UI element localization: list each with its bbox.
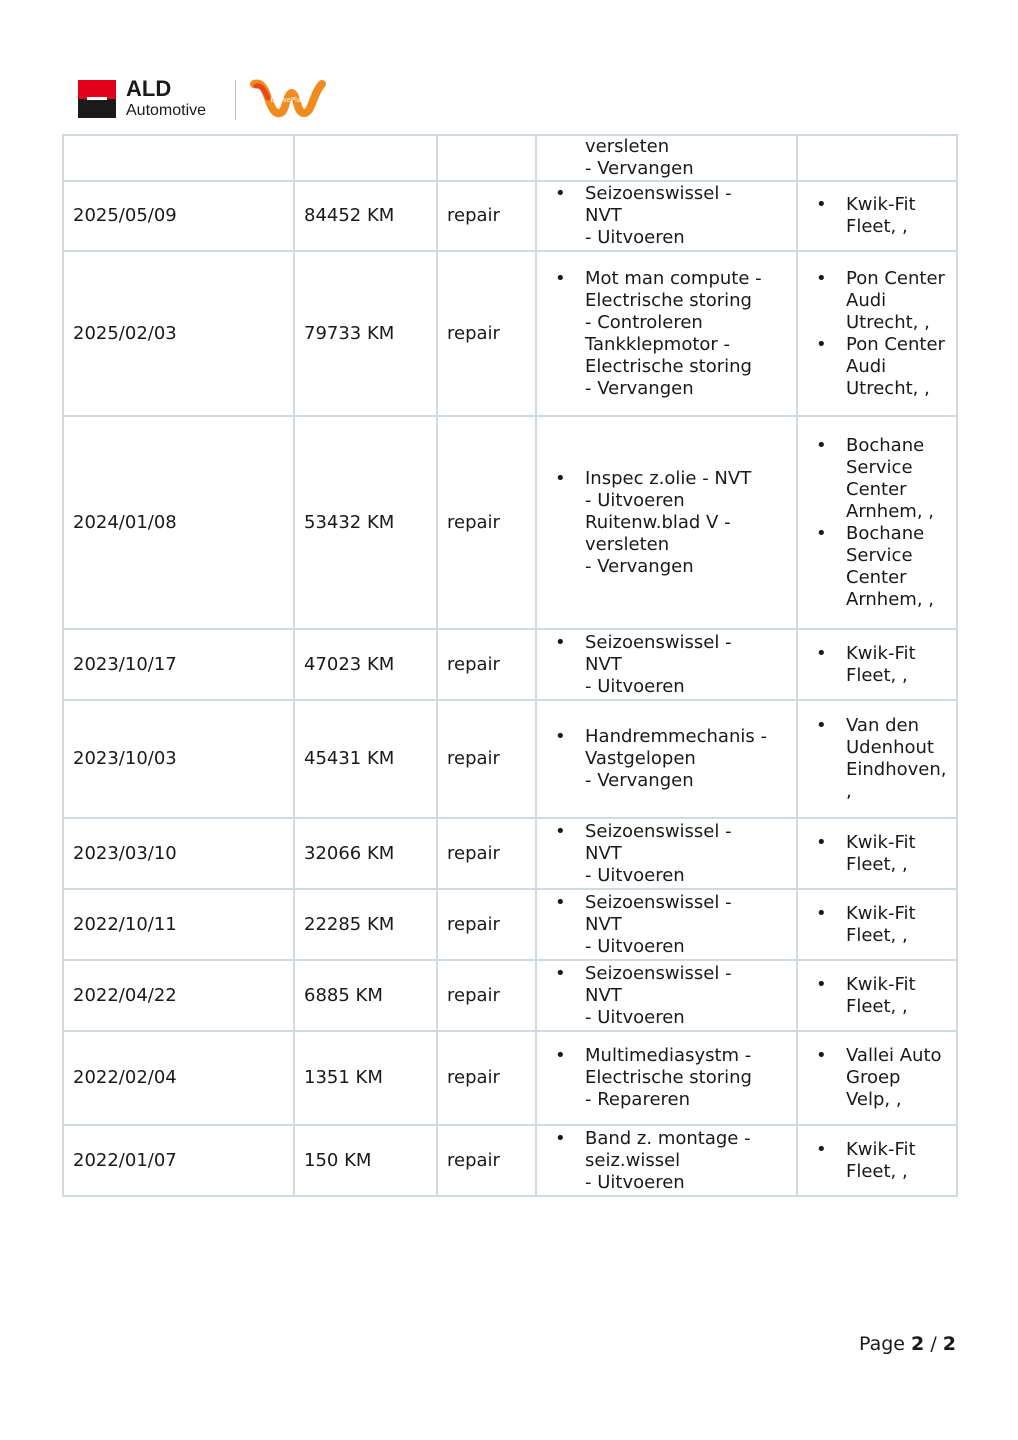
shop-item <box>807 643 947 687</box>
shop-list <box>807 1045 947 1111</box>
task-list <box>546 468 787 578</box>
task-list <box>546 1045 787 1111</box>
shop-cell <box>797 818 957 889</box>
task-item <box>546 892 787 958</box>
shop-list <box>807 832 947 876</box>
task-line: NVT <box>585 205 622 226</box>
shop-list <box>807 974 947 1018</box>
shop-item <box>807 974 947 1018</box>
shop-line: • Kwik-Fit <box>846 973 916 995</box>
task-cell <box>536 1125 797 1196</box>
task-line: - Vervangen <box>585 158 694 179</box>
total-pages: 2 <box>942 1333 956 1355</box>
shop-cell <box>797 251 957 416</box>
task-line: NVT <box>585 913 622 935</box>
shop-line: Fleet, , <box>846 853 908 875</box>
task-cell <box>536 818 797 889</box>
shop-cell <box>797 1125 957 1196</box>
shop-list <box>807 268 947 400</box>
shop-item <box>807 435 947 523</box>
date-cell: 2022/10/11 <box>63 889 294 960</box>
shop-line: Groep <box>846 1067 901 1088</box>
mileage-cell: 45431 KM <box>294 700 437 818</box>
shop-cell <box>797 135 957 181</box>
date-cell <box>63 135 294 181</box>
shop-cell <box>797 416 957 629</box>
table-row <box>63 181 957 251</box>
table-row <box>63 1125 957 1196</box>
shop-line: • Kwik-Fit <box>846 902 916 924</box>
shop-line: Audi <box>846 289 887 311</box>
shop-cell <box>797 700 957 818</box>
mileage-cell: 150 KM <box>294 1125 437 1196</box>
page-indicator <box>859 1333 956 1355</box>
task-line: - Uitvoeren <box>585 1171 685 1193</box>
shop-line: Center <box>846 478 907 500</box>
date-cell: 2023/10/03 <box>63 700 294 818</box>
shop-line: Eindhoven, <box>846 759 947 780</box>
shop-item <box>807 1045 947 1111</box>
task-line: • Multimediasystm - <box>585 1045 752 1066</box>
task-item <box>546 963 787 1029</box>
logo-divider <box>235 80 236 120</box>
task-item <box>546 632 787 698</box>
task-item <box>546 726 787 792</box>
task-line: • Seizoenswissel - <box>585 891 732 913</box>
mileage-cell: 1351 KM <box>294 1031 437 1125</box>
date-cell: 2023/10/17 <box>63 629 294 700</box>
task-line: - Vervangen <box>585 770 694 791</box>
task-item <box>546 821 787 887</box>
shop-line: , <box>846 781 852 802</box>
task-line: NVT <box>585 842 622 864</box>
task-line: • Seizoenswissel - <box>585 183 732 204</box>
shop-list <box>807 194 947 238</box>
task-line: - Uitvoeren <box>585 489 685 511</box>
type-cell: repair <box>437 629 536 700</box>
task-line: • Inspec z.olie - NVT <box>585 467 752 489</box>
task-item <box>546 1045 787 1111</box>
mileage-cell: 79733 KM <box>294 251 437 416</box>
task-list <box>546 632 787 698</box>
shop-line: Velp, , <box>846 1089 902 1110</box>
task-line: • Seizoenswissel - <box>585 962 732 984</box>
task-line: • Mot man compute - <box>585 267 762 289</box>
current-page: 2 <box>911 1333 925 1355</box>
shop-item <box>807 1139 947 1183</box>
task-line: - Vervangen <box>585 555 694 577</box>
task-line: versleten <box>585 136 670 157</box>
table-row <box>63 889 957 960</box>
shop-cell <box>797 1031 957 1125</box>
table-row <box>63 251 957 416</box>
type-cell <box>437 135 536 181</box>
task-line: • Band z. montage - <box>585 1127 751 1149</box>
type-cell: repair <box>437 181 536 251</box>
task-line: - Uitvoeren <box>585 935 685 957</box>
task-line: - Repareren <box>585 1089 691 1110</box>
date-cell: 2025/02/03 <box>63 251 294 416</box>
shop-line: • Kwik-Fit <box>846 642 916 664</box>
shop-line: Utrecht, , <box>846 311 930 333</box>
type-cell: repair <box>437 251 536 416</box>
shop-line: • Pon Center <box>846 267 945 289</box>
task-line: - Controleren <box>585 311 703 333</box>
type-cell: repair <box>437 1125 536 1196</box>
task-cell <box>536 416 797 629</box>
shop-line: • Kwik-Fit <box>846 1138 916 1160</box>
task-cell <box>536 135 797 181</box>
task-list <box>546 963 787 1029</box>
task-line: • Seizoenswissel - <box>585 631 732 653</box>
type-cell: repair <box>437 960 536 1031</box>
maintenance-history-table <box>62 134 958 1197</box>
task-cell <box>536 700 797 818</box>
shop-cell <box>797 889 957 960</box>
shop-list <box>807 903 947 947</box>
task-line: Vastgelopen <box>585 748 696 769</box>
task-line: NVT <box>585 653 622 675</box>
mileage-cell: 47023 KM <box>294 629 437 700</box>
leaseplan-wordmark: LeasePlan <box>270 96 306 104</box>
task-cell <box>536 629 797 700</box>
shop-line: • Vallei Auto <box>846 1045 942 1066</box>
mileage-cell: 6885 KM <box>294 960 437 1031</box>
page-label: Page <box>858 1333 905 1355</box>
task-line: Ruitenw.blad V - <box>585 511 731 533</box>
table-row <box>63 1031 957 1125</box>
task-line: NVT <box>585 984 622 1006</box>
shop-item <box>807 194 947 238</box>
mileage-cell: 84452 KM <box>294 181 437 251</box>
table-row <box>63 700 957 818</box>
mileage-cell: 22285 KM <box>294 889 437 960</box>
date-cell: 2022/02/04 <box>63 1031 294 1125</box>
task-line: • Seizoenswissel - <box>585 820 732 842</box>
shop-cell <box>797 629 957 700</box>
task-cell <box>536 960 797 1031</box>
type-cell: repair <box>437 700 536 818</box>
type-cell: repair <box>437 416 536 629</box>
shop-list <box>807 435 947 611</box>
task-line: Tankklepmotor - <box>585 333 731 355</box>
task-list <box>546 1128 787 1194</box>
shop-item <box>807 715 947 803</box>
page-separator: / <box>930 1333 937 1355</box>
shop-cell <box>797 960 957 1031</box>
task-line: Electrische storing <box>585 1067 752 1088</box>
shop-line: Audi <box>846 355 887 377</box>
date-cell: 2025/05/09 <box>63 181 294 251</box>
shop-line: Fleet, , <box>846 995 908 1017</box>
shop-line: • Kwik-Fit <box>846 194 916 215</box>
leaseplan-logo-icon <box>250 76 326 122</box>
task-item <box>546 468 787 578</box>
task-list <box>546 726 787 792</box>
shop-list <box>807 1139 947 1183</box>
shop-list <box>807 643 947 687</box>
task-item <box>546 268 787 400</box>
task-cell <box>536 889 797 960</box>
table-row-continuation <box>63 135 957 181</box>
ald-brand: ALD <box>126 76 172 101</box>
shop-item <box>807 903 947 947</box>
task-list <box>546 821 787 887</box>
shop-line: • Pon Center <box>846 333 945 355</box>
task-item <box>546 1128 787 1194</box>
task-cell <box>536 251 797 416</box>
shop-cell <box>797 181 957 251</box>
shop-line: • Kwik-Fit <box>846 831 916 853</box>
type-cell: repair <box>437 1031 536 1125</box>
shop-item <box>807 523 947 611</box>
shop-line: Fleet, , <box>846 1160 908 1182</box>
task-list <box>546 268 787 400</box>
task-line: • Handremmechanis - <box>585 726 767 747</box>
header-logos <box>78 76 338 122</box>
task-line: - Uitvoeren <box>585 864 685 886</box>
table-row <box>63 416 957 629</box>
shop-line: • Bochane <box>846 522 925 544</box>
date-cell: 2024/01/08 <box>63 416 294 629</box>
type-cell: repair <box>437 889 536 960</box>
ald-subtitle: Automotive <box>126 102 207 119</box>
shop-line: Fleet, , <box>846 924 908 946</box>
task-line: - Uitvoeren <box>585 1006 685 1028</box>
shop-line: Arnhem, , <box>846 588 934 610</box>
shop-line: • Van den <box>846 715 919 736</box>
shop-line: Service <box>846 544 913 566</box>
shop-line: Utrecht, , <box>846 377 930 399</box>
shop-item <box>807 268 947 334</box>
task-line: Electrische storing <box>585 289 752 311</box>
table-row <box>63 960 957 1031</box>
date-cell: 2022/04/22 <box>63 960 294 1031</box>
shop-line: Service <box>846 456 913 478</box>
shop-line: Arnhem, , <box>846 500 934 522</box>
task-line: versleten <box>585 533 670 555</box>
task-line: - Uitvoeren <box>585 675 685 697</box>
task-item <box>546 183 787 249</box>
task-line: Electrische storing <box>585 355 752 377</box>
table-row <box>63 818 957 889</box>
mileage-cell: 32066 KM <box>294 818 437 889</box>
date-cell: 2022/01/07 <box>63 1125 294 1196</box>
task-line: seiz.wissel <box>585 1149 681 1171</box>
table-row <box>63 629 957 700</box>
shop-line: • Bochane <box>846 434 925 456</box>
task-line: - Vervangen <box>585 377 694 399</box>
task-cell <box>536 181 797 251</box>
mileage-cell <box>294 135 437 181</box>
ald-wordmark <box>126 76 206 120</box>
shop-line: Fleet, , <box>846 664 908 686</box>
task-line: - Uitvoeren <box>585 227 685 248</box>
shop-item <box>807 832 947 876</box>
task-list <box>546 892 787 958</box>
task-cell <box>536 1031 797 1125</box>
date-cell: 2023/03/10 <box>63 818 294 889</box>
ald-logo-icon <box>78 80 116 118</box>
shop-line: Center <box>846 566 907 588</box>
shop-line: Udenhout <box>846 737 934 758</box>
shop-line: Fleet, , <box>846 216 908 237</box>
mileage-cell: 53432 KM <box>294 416 437 629</box>
type-cell: repair <box>437 818 536 889</box>
task-list <box>546 183 787 249</box>
shop-list <box>807 715 947 803</box>
shop-item <box>807 334 947 400</box>
